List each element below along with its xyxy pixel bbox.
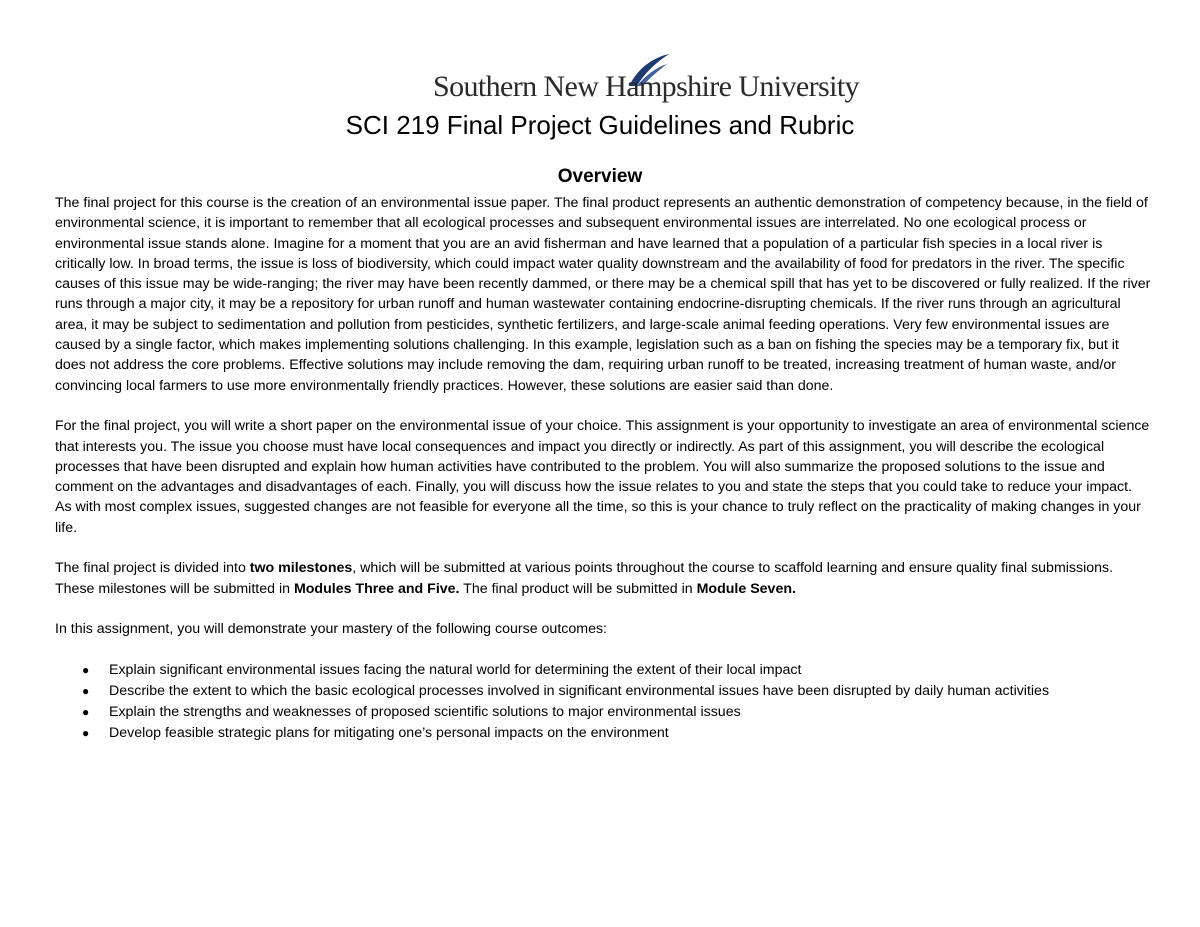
overview-paragraph-2: For the final project, you will write a short paper on the environmental issue of your choice. This assignment is your opportunity to investigate an area of environmental science that interests you. The issue you choose must have local consequences and impact you directly or indirectly. As part of this assignment, you will describe the ecological processes that have been disrupted and explain how human activities have contributed to the problem. You will also summarize the proposed solutions to the issue and comment on the advantages and disadvantages of each. Finally, you will discuss how the issue relates to you and state the steps that you could take to reduce your impact. As with most complex issues, suggested changes are not feasible for everyone all the time, so this is your chance to truly reflect on the practicality of making changes in your life. [55,418,1150,536]
paragraph-text: , which will be submitted at various points throughout the course to scaffold learning and ensure quality final submissions. These milestones will be submitted in [55,560,1114,597]
paragraph-text: The final product will be submitted in [459,580,697,597]
university-logo [433,52,859,108]
bullet-icon: ● [82,683,90,698]
outcomes-intro: In this assignment, you will demonstrate your mastery of the following course outcomes: [55,621,607,638]
outcomes-list [55,660,1151,744]
paragraph-text: The final project is divided into [55,560,250,577]
overview-paragraph-3 [55,558,1151,599]
page-title: SCI 219 Final Project Guidelines and Rubric [345,110,855,140]
paragraph-bold-text: two milestones [249,560,353,577]
list-item-text: Explain the strengths and weaknesses of proposed scientific solutions to major environmental issues [109,703,741,720]
list-item [55,681,1151,702]
section-heading-overview: Overview [557,166,643,187]
paragraph-bold-text: Module Seven. [696,580,796,597]
bullet-icon: ● [82,704,90,719]
bullet-icon: ● [82,725,90,740]
bullet-icon: ● [82,662,90,677]
logo-wordmark: Southern New Hampshire University [433,70,859,103]
list-item-text: Describe the extent to which the basic ecological processes involved in significant environmental issues have been disrupted by daily human activities [109,682,1050,699]
overview-paragraph-1: The final project for this course is the creation of an environmental issue paper. The final product represents an authentic demonstration of competency because, in the field of environmental science, it is important to remember that all ecological processes and subsequent environmental issues are interrelated. No one ecological process or environmental issue stands alone. Imagine for a moment that you are an avid fisherman and have learned that a population of a particular fish species in a local river is critically low. In broad terms, the issue is loss of biodiversity, which could impact water quality downstream and the availability of food for predators in the river. The specific causes of this issue may be wide-ranging; the river may have been recently dammed, or there may be a chemical spill that has yet to be discovered or fully realized. If the river runs through a major city, it may be a repository for urban runoff and human wastewater containing endocrine-disrupting chemicals. If the river runs through an agricultural area, it may be subject to sedimentation and pollution from pesticides, synthetic fertilizers, and large-scale animal feeding operations. Very few environmental issues are caused by a single factor, which makes implementing solutions challenging. In this example, legislation such as a ban on fishing the species may be a temporary fix, but it does not address the core problems. Effective solutions may include removing the dam, requiring urban runoff to be treated, increasing treatment of human waste, and/or convincing local farmers to use more environmentally friendly practices. However, these solutions are easier said than done. [55,195,1151,394]
list-item-text: Explain significant environmental issues facing the natural world for determining the extent of their local impact [109,661,802,678]
list-item-text: Develop feasible strategic plans for mitigating one’s personal impacts on the environment [109,724,669,741]
list-item [55,660,1151,681]
list-item [55,723,1151,744]
list-item [55,702,1151,723]
paragraph-bold-text: Modules Three and Five. [293,580,460,597]
document-body [55,193,1151,744]
